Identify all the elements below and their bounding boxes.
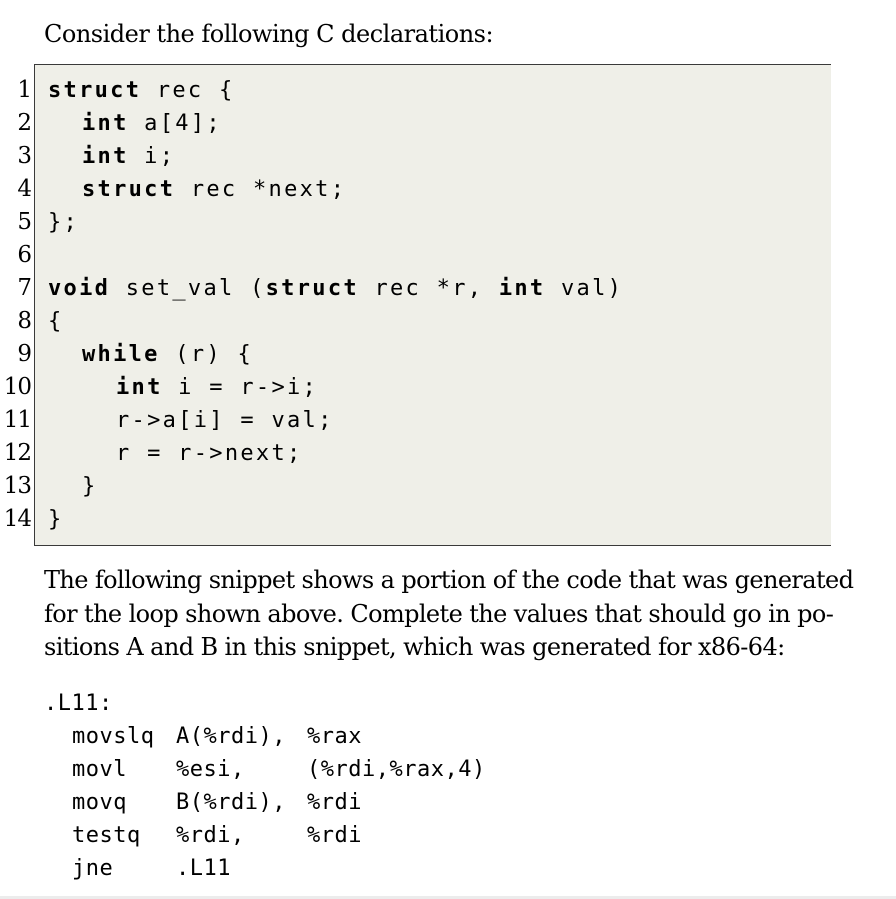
line-number: 8 (17, 308, 31, 334)
line-number: 5 (17, 209, 31, 235)
line-number: 9 (17, 341, 31, 367)
code-line: } (82, 474, 98, 499)
line-number: 12 (3, 440, 31, 466)
code-line: int i = r->i; (116, 375, 319, 400)
asm-operand: %rdi (307, 823, 362, 848)
asm-operand: B(%rdi), (176, 790, 286, 815)
asm-opcode: jne (72, 856, 114, 881)
code-line: r = r->next; (116, 441, 303, 466)
line-number: 10 (3, 374, 31, 400)
code-line: void set_val (struct rec *r, int val) (48, 276, 624, 301)
asm-operand: %rdi, (176, 823, 245, 848)
line-number: 1 (17, 77, 31, 103)
code-line: struct rec { (48, 78, 235, 103)
instruction-paragraph (44, 564, 854, 665)
paragraph-line: The following snippet shows a portion of the code that was generated (44, 566, 854, 594)
asm-operand: %rax (307, 724, 362, 749)
asm-operand: %esi, (176, 757, 245, 782)
code-line: r->a[i] = val; (116, 408, 334, 433)
code-line: } (48, 507, 64, 532)
line-number: 6 (17, 242, 31, 268)
code-line: int i; (82, 144, 176, 169)
code-line: int a[4]; (82, 111, 222, 136)
code-line: struct rec *next; (82, 177, 347, 202)
paragraph-line: sitions A and B in this snippet, which was generated for x86-64: (44, 633, 785, 661)
asm-operand: .L11 (176, 856, 231, 881)
line-number: 7 (17, 275, 31, 301)
line-number: 3 (17, 143, 31, 169)
asm-label: .L11: (44, 691, 113, 716)
line-number: 2 (17, 110, 31, 136)
asm-operand: (%rdi,%rax,4) (307, 757, 486, 782)
asm-opcode: testq (72, 823, 141, 848)
line-number: 13 (3, 473, 31, 499)
line-number: 4 (17, 176, 31, 202)
line-number: 14 (3, 506, 31, 532)
asm-opcode: movslq (72, 724, 155, 749)
asm-opcode: movq (72, 790, 127, 815)
code-line: }; (48, 210, 80, 235)
line-number: 11 (3, 407, 31, 433)
paragraph-line: for the loop shown above. Complete the values that should go in po- (44, 599, 834, 628)
code-line: { (48, 309, 64, 334)
intro-text: Consider the following C declarations: (44, 20, 494, 48)
code-line: while (r) { (82, 342, 254, 367)
asm-operand: %rdi (307, 790, 362, 815)
asm-operand: A(%rdi), (176, 724, 286, 749)
asm-opcode: movl (72, 757, 127, 782)
